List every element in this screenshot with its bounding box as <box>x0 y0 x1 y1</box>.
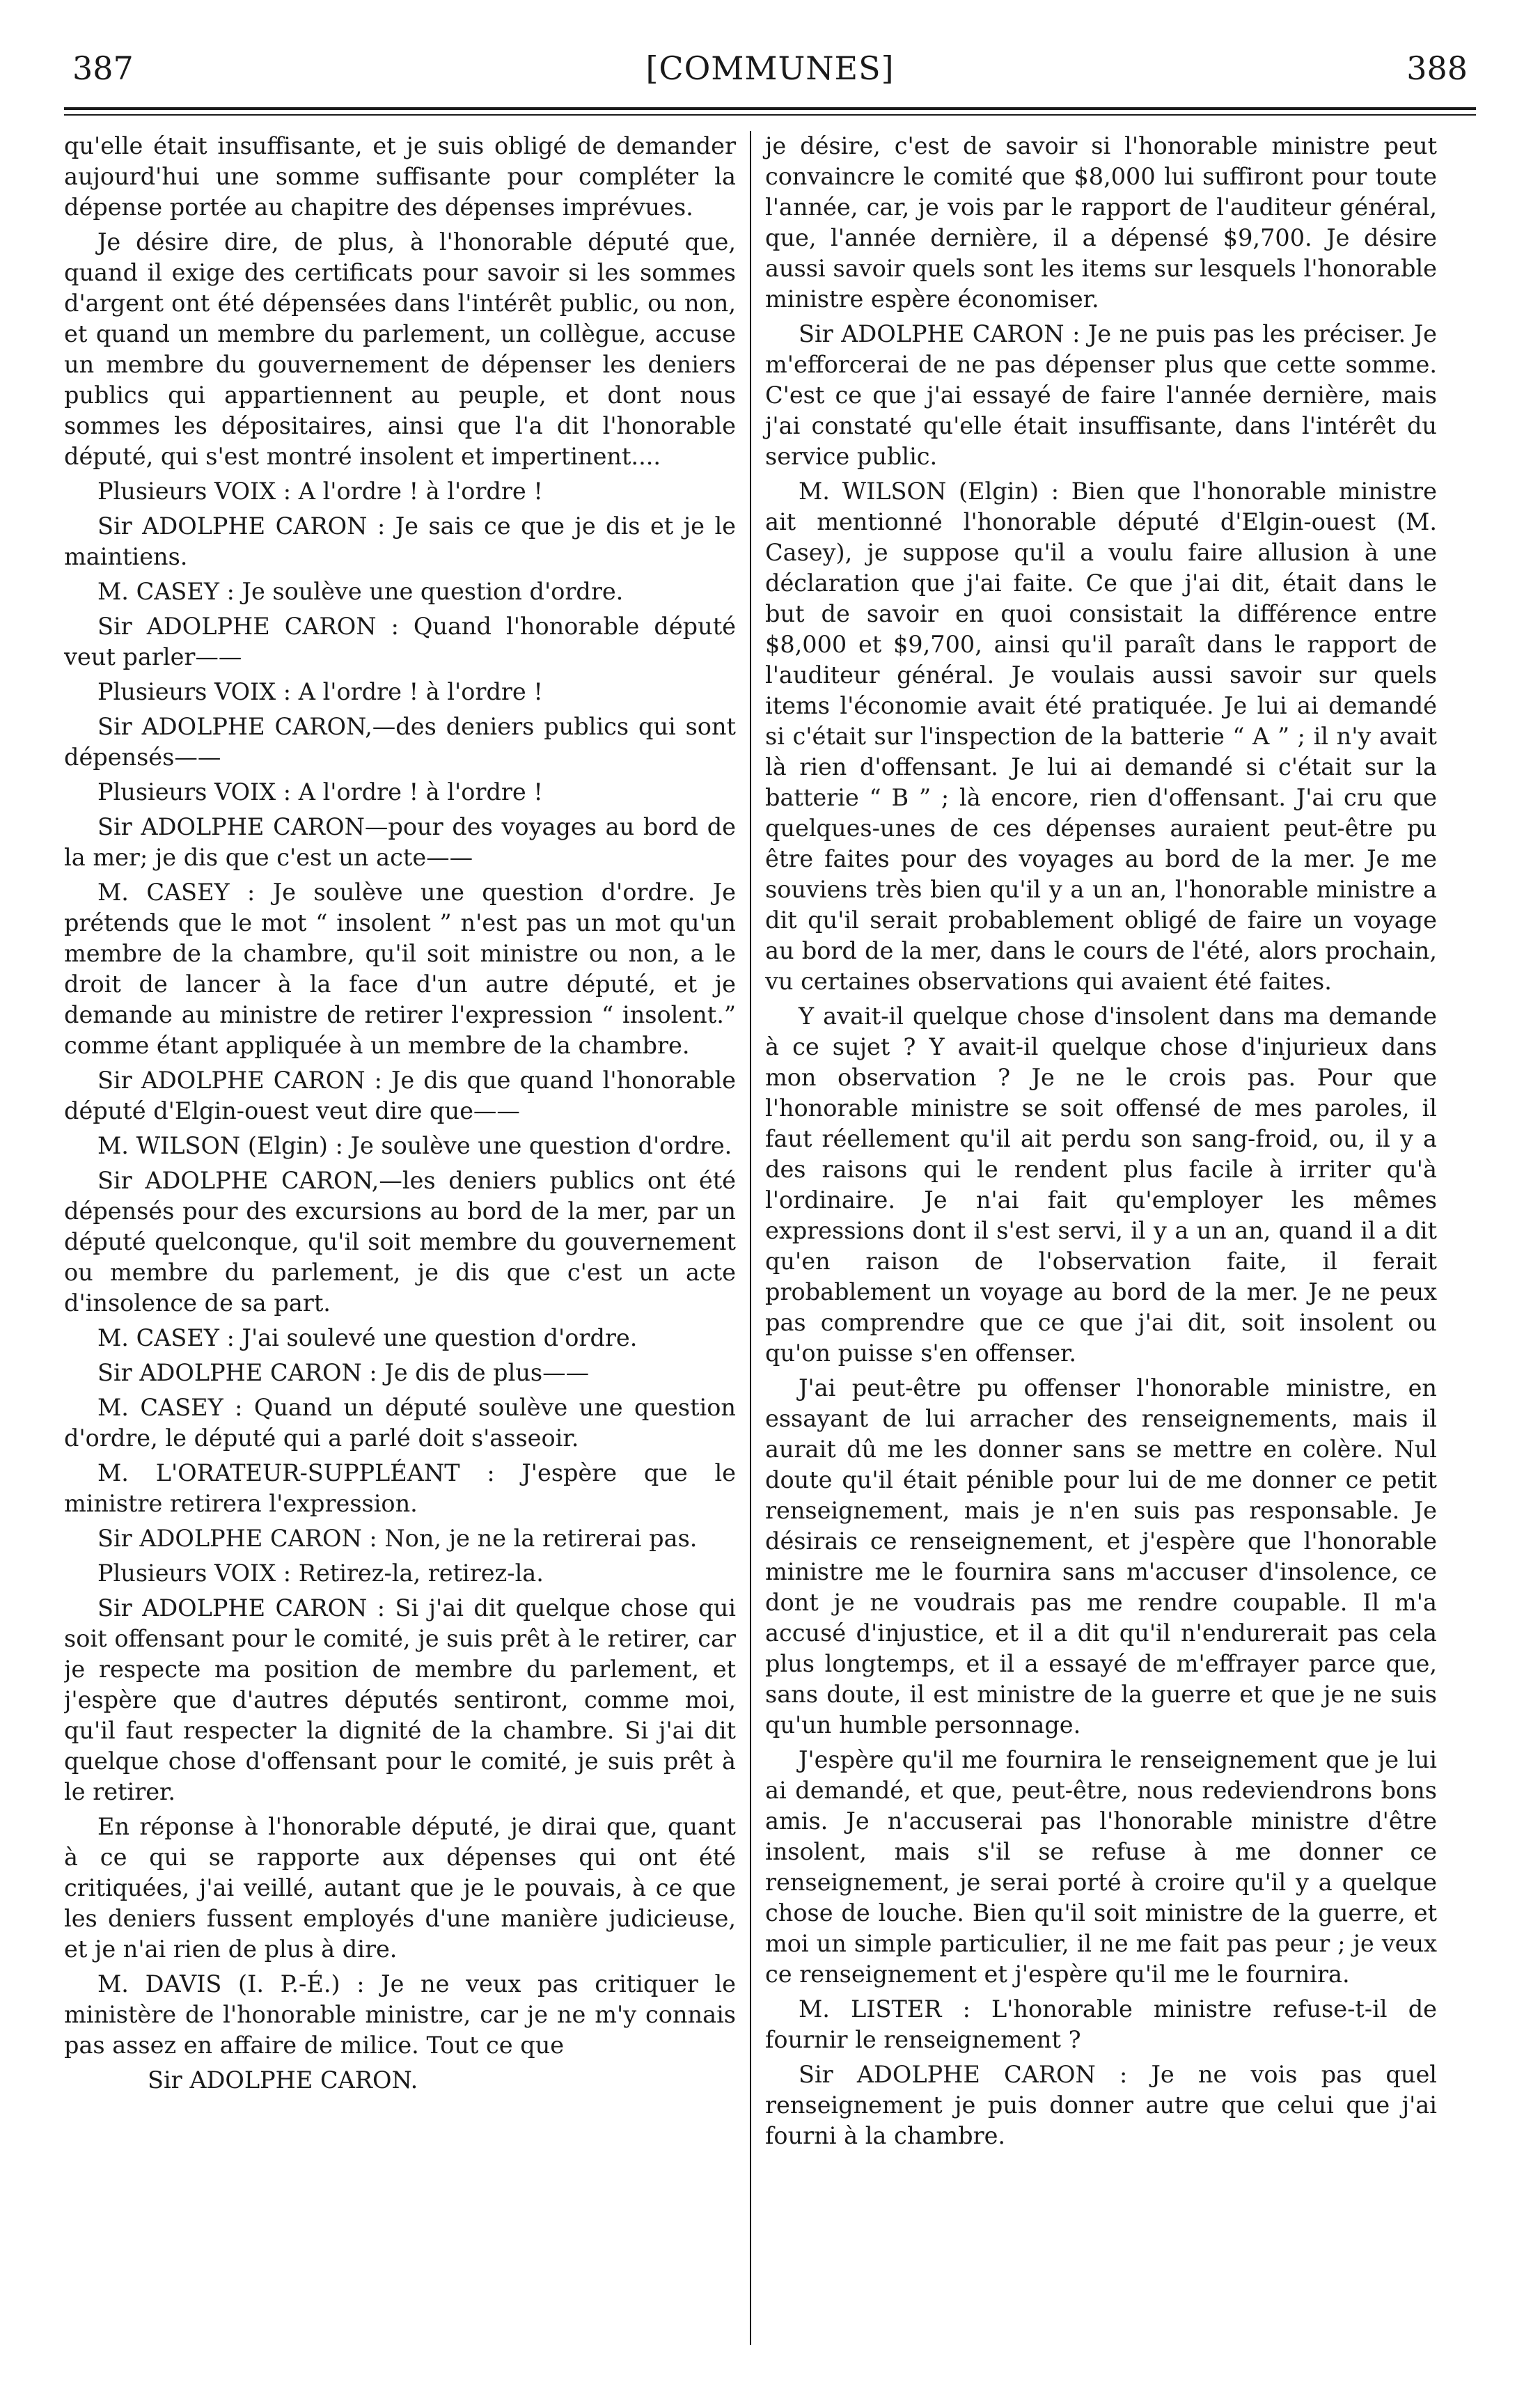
paragraph: Sir ADOLPHE CARON : Si j'ai dit quelque chose qui soit offensant pour le comité, je suis prêt à le retirer, car je respecte ma position de membre du parlement, et j'espère que d'autres députés sentiront, comme moi, qu'il faut respecter la dignité de la chambre. Si j'ai dit quelque chose d'offensant pour le comité, je suis prêt à le retirer. <box>64 1594 736 1805</box>
page-number-right: 388 <box>1406 49 1468 87</box>
footer-cite: Sir ADOLPHE CARON. <box>148 2066 418 2094</box>
paragraph: J'espère qu'il me fournira le renseignement que je lui ai demandé, et que, peut-être, nous redeviendrons bons amis. Je n'accuserai pas l'honorable ministre d'être insolent, mais s'il se refuse à me donner ce renseignement, je serai porté à croire qu'il y a quelque chose de louche. Bien qu'il soit ministre de la guerre, et moi un simple particulier, il ne me fait pas peur ; je veux ce renseignement et j'espère qu'il me le fournira. <box>765 1746 1437 1988</box>
paragraph: En réponse à l'honorable député, je dirai que, quant à ce qui se rapporte aux dépenses qui ont été critiquées, j'ai veillé, autant que je le pouvais, à ce que les deniers fussent employés d'une manière judicieuse, et je n'ai rien de plus à dire. <box>64 1813 736 1963</box>
paragraph: Plusieurs VOIX : A l'ordre ! à l'ordre ! <box>97 778 543 806</box>
paragraph: M. CASEY : J'ai soulevé une question d'ordre. <box>97 1324 638 1351</box>
paragraph: Sir ADOLPHE CARON,—les deniers publics ont été dépensés pour des excursions au bord de la mer, par un député quelconque, qu'il soit membre du gouvernement ou membre du parlement, je dis que c'est un acte d'insolence de sa part. <box>64 1167 736 1317</box>
text-columns <box>64 131 1476 2345</box>
paragraph: Sir ADOLPHE CARON : Je sais ce que je dis et je le maintiens. <box>64 512 736 570</box>
paragraph: Sir ADOLPHE CARON : Je dis que quand l'honorable député d'Elgin-ouest veut dire que—— <box>64 1067 736 1124</box>
paragraph: Sir ADOLPHE CARON : Je ne puis pas les préciser. Je m'efforcerai de ne pas dépenser plus que cette somme. C'est ce que j'ai essayé de faire l'année dernière, mais j'ai constaté qu'elle était insuffisante, dans l'intérêt du service public. <box>765 320 1437 470</box>
paragraph: Plusieurs VOIX : A l'ordre ! à l'ordre ! <box>97 478 543 505</box>
paragraph: M. DAVIS (I. P.-É.) : Je ne veux pas critiquer le ministère de l'honorable ministre, car je ne m'y connais pas assez en affaire de milice. Tout ce que <box>64 1970 736 2059</box>
paragraph: Y avait-il quelque chose d'insolent dans ma demande à ce sujet ? Y avait-il quelque chose d'injurieux dans mon observation ? Je ne le crois pas. Pour que l'honorable ministre se soit offensé de mes paroles, il faut réellement qu'il ait perdu son sang-froid, ou, il y a des raisons qui le rendent plus facile à irriter qu'à l'ordinaire. Je n'ai fait qu'employer les mêmes expressions dont il s'est servi, il y a un an, quand il a dit qu'en raison de l'observation faite, il ferait probablement un voyage au bord de la mer. Je ne peux pas comprendre que ce que j'ai dit, soit insolent ou qu'on puisse s'en offenser. <box>765 1003 1437 1367</box>
paragraph: Sir ADOLPHE CARON : Je ne vois pas quel renseignement je puis donner autre que celui que j'ai fourni à la chambre. <box>765 2061 1437 2149</box>
paragraph: Plusieurs VOIX : Retirez-la, retirez-la. <box>97 1560 544 1587</box>
paragraph: M. WILSON (Elgin) : Bien que l'honorable ministre ait mentionné l'honorable député d'Elgin-ouest (M. Casey), je suppose qu'il a voulu faire allusion à une déclaration que j'ai faite. Ce que j'ai dit, était dans le but de savoir en quoi consistait la différence entre $8,000 et $9,700, ainsi qu'il paraît dans le rapport de l'auditeur général. Je voulais aussi savoir sur quels items l'économie avait été pratiquée. Je lui ai demandé si c'était sur l'inspection de la batterie “ A ” ; il n'y avait là rien d'offensant. Je lui ai demandé si c'était sur la batterie “ B ” ; là encore, rien d'offensant. J'ai cru que quelques-unes de ces dépenses auraient peut-être pu être faites pour des voyages au bord de la mer. Je me souviens très bien qu'il y a un an, l'honorable ministre a dit qu'il serait probablement obligé de faire un voyage au bord de la mer, dans le cours de l'été, alors prochain, vu certaines observations qui avaient été faites. <box>765 478 1437 995</box>
paragraph: Sir ADOLPHE CARON : Quand l'honorable député veut parler—— <box>64 613 736 670</box>
page-title: [COMMUNES] <box>645 49 895 87</box>
right-column <box>751 131 1437 2345</box>
paragraph: M. CASEY : Je soulève une question d'ordre. <box>97 578 624 605</box>
paragraph: Sir ADOLPHE CARON,—des deniers publics qui sont dépensés—— <box>64 713 736 771</box>
paragraph: M. CASEY : Quand un député soulève une question d'ordre, le député qui a parlé doit s'asseoir. <box>64 1394 736 1452</box>
page-header <box>64 49 1476 88</box>
page-number-left: 387 <box>72 49 134 87</box>
paragraph: Sir ADOLPHE CARON—pour des voyages au bord de la mer; je dis que c'est un acte—— <box>64 813 736 871</box>
paragraph: je désire, c'est de savoir si l'honorable ministre peut convaincre le comité que $8,000 lui suffiront pour toute l'année, car, je vois par le rapport de l'auditeur général, que, l'année dernière, il a dépensé $9,700. Je désire aussi savoir quels sont les items sur lesquels l'honorable ministre espère économiser. <box>765 132 1437 313</box>
paragraph: Je désire dire, de plus, à l'honorable député que, quand il exige des certificats pour savoir si les sommes d'argent ont été dépensées dans l'intérêt public, ou non, et quand un membre du parlement, un collègue, accuse un membre du gouvernement de dépenser les deniers publics qui appartiennent au peuple, et dont nous sommes les dépositaires, ainsi que l'a dit l'honorable député, qui s'est montré insolent et impertinent.... <box>64 228 736 470</box>
paragraph: M. CASEY : Je soulève une question d'ordre. Je prétends que le mot “ insolent ” n'est pas un mot qu'un membre de la chambre, qu'il soit ministre ou non, a le droit de lancer à la face d'un autre député, et je demande au ministre de retirer l'expression “ insolent.” comme étant appliquée à un membre de la chambre. <box>64 879 736 1059</box>
paragraph: Sir ADOLPHE CARON : Non, je ne la retirerai pas. <box>97 1525 698 1552</box>
paragraph: M. WILSON (Elgin) : Je soulève une question d'ordre. <box>97 1132 732 1159</box>
paragraph: J'ai peut-être pu offenser l'honorable ministre, en essayant de lui arracher des renseignements, mais il aurait dû me les donner sans se mettre en colère. Nul doute qu'il était pénible pour lui de me donner ce petit renseignement, mais je n'en suis pas responsable. Je désirais ce renseignement, et j'espère que l'honorable ministre me le fournira sans m'accuser d'insolence, ce dont je ne voudrais pas me rendre coupable. Il m'a accusé d'injustice, et il a dit qu'il n'endurerait pas cela plus longtemps, et il a essayé de m'effrayer parce que, sans doute, il est ministre de la guerre et que je ne suis qu'un humble personnage. <box>765 1374 1437 1738</box>
paragraph: M. L'ORATEUR-SUPPLÉANT : J'espère que le ministre retirera l'expression. <box>64 1459 736 1517</box>
paragraph: Plusieurs VOIX : A l'ordre ! à l'ordre ! <box>97 678 543 705</box>
paragraph: qu'elle était insuffisante, et je suis obligé de demander aujourd'hui une somme suffisante pour compléter la dépense portée au chapitre des dépenses imprévues. <box>64 132 736 221</box>
header-rule-thin <box>64 114 1476 116</box>
paragraph: M. LISTER : L'honorable ministre refuse-t-il de fournir le renseignement ? <box>765 1995 1437 2053</box>
left-column <box>64 131 750 2345</box>
header-rule <box>64 107 1476 110</box>
paragraph: Sir ADOLPHE CARON : Je dis de plus—— <box>97 1359 590 1386</box>
